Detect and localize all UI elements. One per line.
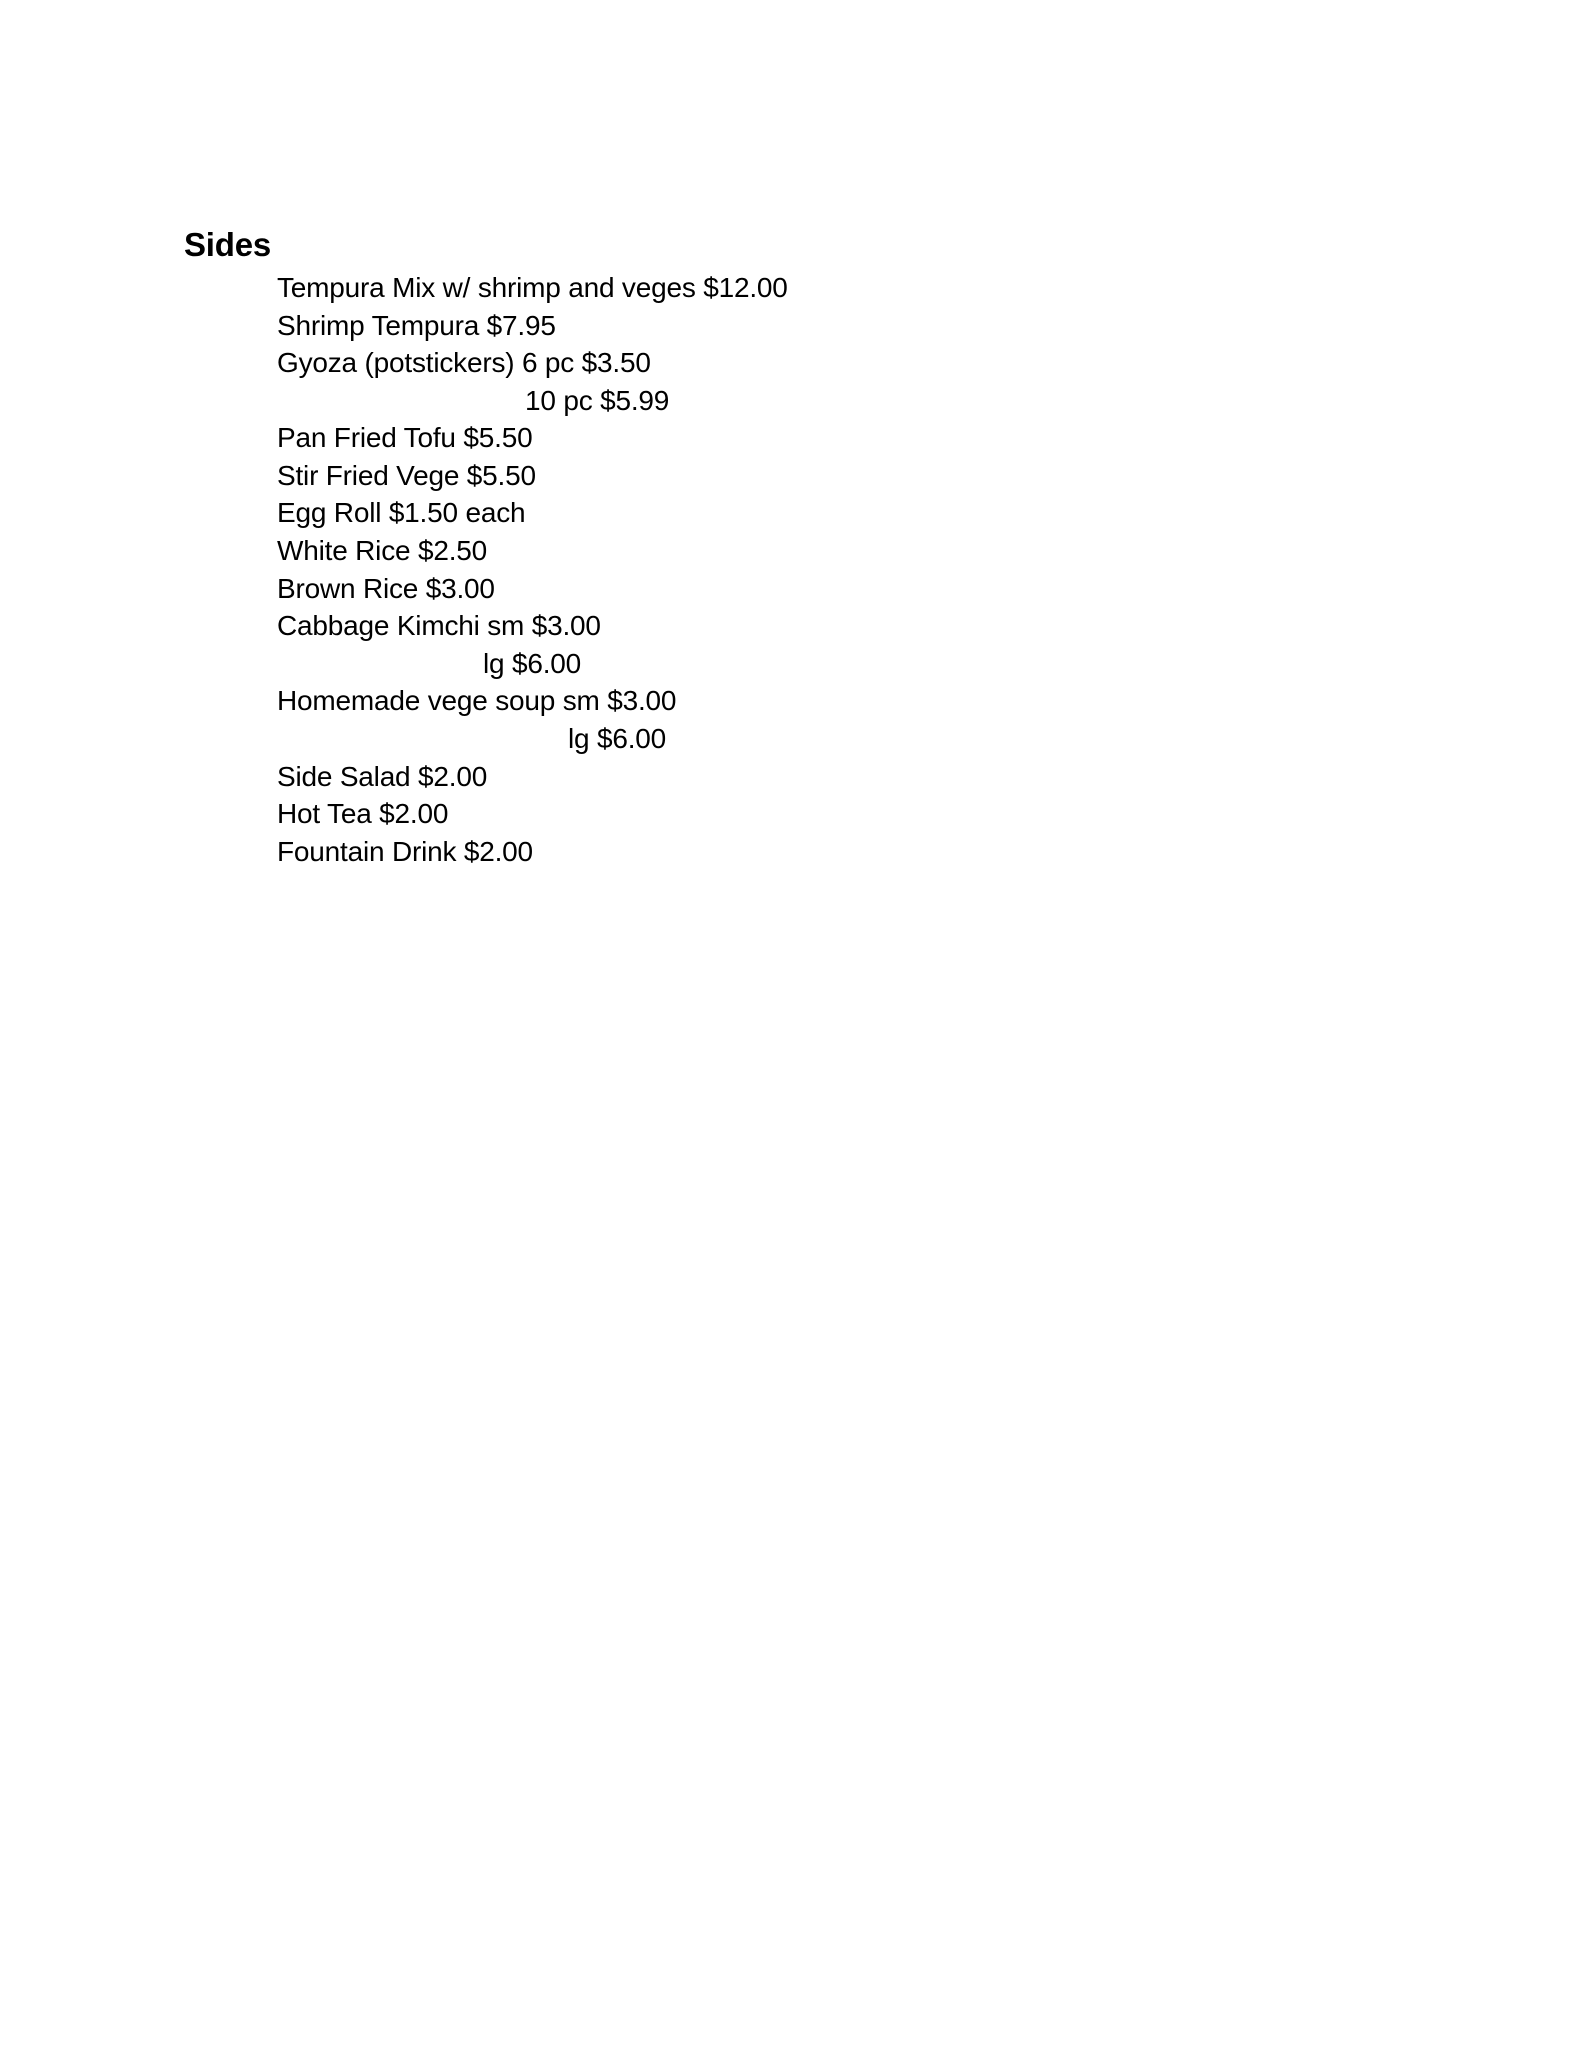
menu-item-gyoza-10pc: 10 pc $5.99	[525, 385, 670, 416]
menu-item-hot-tea: Hot Tea $2.00	[277, 798, 449, 829]
menu-item-shrimp-tempura: Shrimp Tempura $7.95	[277, 310, 556, 341]
menu-item-white-rice: White Rice $2.50	[277, 535, 488, 566]
menu-item-stir-fried-vege: Stir Fried Vege $5.50	[277, 460, 536, 491]
menu-item-vege-soup-lg: lg $6.00	[568, 723, 667, 754]
menu-item-tempura-mix: Tempura Mix w/ shrimp and veges $12.00	[277, 272, 788, 303]
menu-item-brown-rice: Brown Rice $3.00	[277, 573, 495, 604]
menu-item-egg-roll: Egg Roll $1.50 each	[277, 497, 526, 528]
section-heading-sides: Sides	[184, 226, 272, 263]
menu-item-vege-soup-sm: Homemade vege soup sm $3.00	[277, 685, 677, 716]
menu-item-cabbage-kimchi-lg: lg $6.00	[483, 648, 582, 679]
menu-item-pan-fried-tofu: Pan Fried Tofu $5.50	[277, 422, 533, 453]
menu-item-gyoza-6pc: Gyoza (potstickers) 6 pc $3.50	[277, 347, 651, 378]
menu-item-cabbage-kimchi-sm: Cabbage Kimchi sm $3.00	[277, 610, 601, 641]
menu-item-fountain-drink: Fountain Drink $2.00	[277, 836, 533, 867]
menu-item-side-salad: Side Salad $2.00	[277, 761, 488, 792]
